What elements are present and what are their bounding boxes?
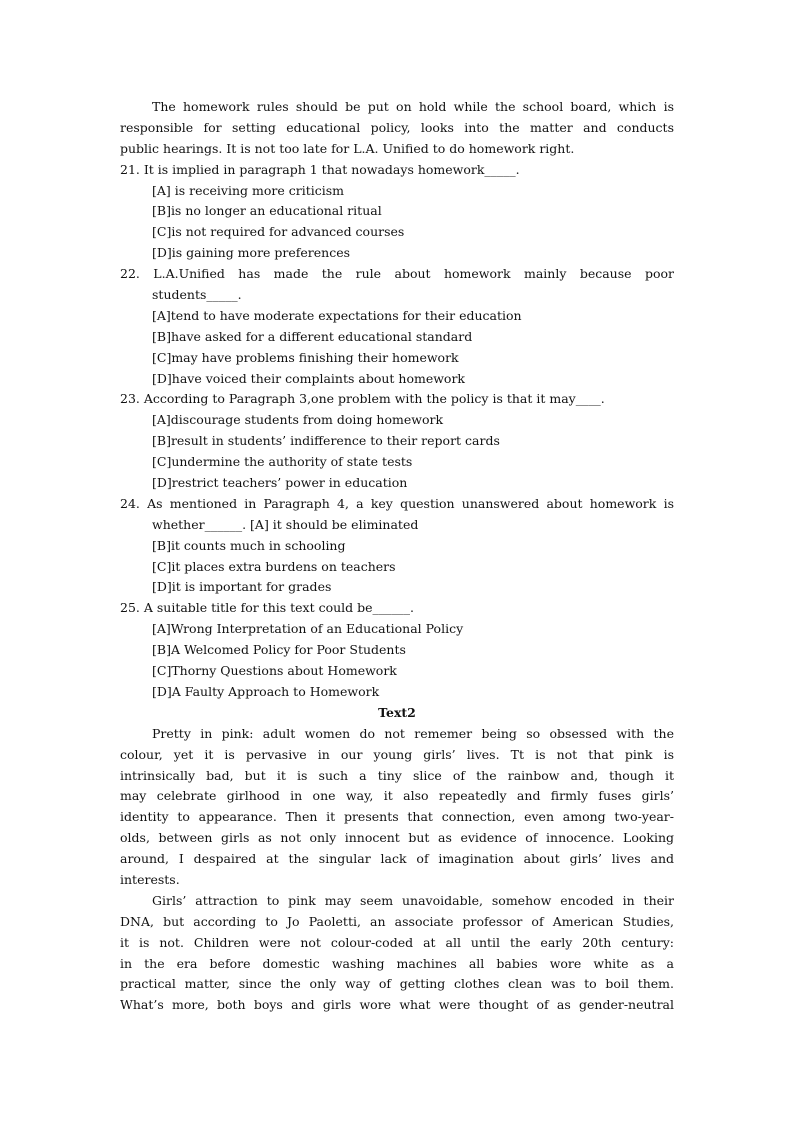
- question-stem-continued: students_____.: [152, 287, 242, 303]
- paragraph-line: colour, yet it is pervasive in our young girls’ lives. Tt is not that pink is: [120, 746, 674, 762]
- paragraph-line: Girls’ attraction to pink may seem unavoidable, somehow encoded in their: [152, 892, 674, 908]
- option-c: [C]Thorny Questions about Homework: [152, 663, 397, 679]
- option-d: [D]restrict teachers’ power in education: [152, 475, 408, 491]
- option-b: [B]result in students’ indifference to their report cards: [152, 433, 500, 449]
- question-24: [120, 494, 674, 598]
- intro-line: The homework rules should be put on hold while the school board, which is: [152, 99, 674, 114]
- question-stem-continued: whether______. [A] it should be eliminated: [152, 516, 419, 532]
- paragraph-line: identity to appearance. Then it presents that connection, even among two-year-: [120, 809, 674, 825]
- paragraph-line: DNA, but according to Jo Paoletti, an associate professor of American Studies,: [120, 913, 674, 929]
- option-a: [A]tend to have moderate expectations for their education: [152, 307, 522, 323]
- paragraph-line: Pretty in pink: adult women do not rememer being so obsessed with the: [152, 725, 674, 741]
- question-stem: 22. L.A.Unified has made the rule about homework mainly because poor: [120, 266, 674, 282]
- paragraph-line: intrinsically bad, but it is such a tiny slice of the rainbow and, though it: [120, 767, 674, 783]
- option-a: [A]Wrong Interpretation of an Educational Policy: [152, 621, 464, 637]
- question-stem: 24. As mentioned in Paragraph 4, a key question unanswered about homework is: [120, 495, 674, 511]
- question-stem: 21. It is implied in paragraph 1 that nowadays homework_____.: [120, 161, 520, 177]
- option-a: [A] is receiving more criticism: [152, 182, 344, 198]
- option-c: [C]is not required for advanced courses: [152, 224, 405, 240]
- question-21: [120, 160, 674, 264]
- option-d: [D]it is important for grades: [152, 579, 332, 595]
- text2-paragraph-2: [120, 891, 674, 1016]
- question-stem: 25. A suitable title for this text could be______.: [120, 600, 415, 616]
- option-c: [C]it places extra burdens on teachers: [152, 558, 396, 574]
- option-d: [D]A Faulty Approach to Homework: [152, 683, 380, 699]
- intro-paragraph: [120, 97, 674, 160]
- paragraph-line: in the era before domestic washing machines all babies wore white as a: [120, 955, 674, 971]
- intro-line: public hearings. It is not too late for L.A. Unified to do homework right.: [120, 140, 575, 156]
- paragraph-line: it is not. Children were not colour-coded at all until the early 20th century:: [120, 934, 674, 950]
- option-b: [B]A Welcomed Policy for Poor Students: [152, 642, 406, 658]
- paragraph-line: practical matter, since the only way of getting clothes clean was to boil them.: [120, 976, 674, 992]
- paragraph-line: may celebrate girlhood in one way, it also repeatedly and firmly fuses girls’: [120, 788, 674, 804]
- question-stem: 23. According to Paragraph 3,one problem with the policy is that it may____.: [120, 391, 605, 407]
- intro-line: responsible for setting educational policy, looks into the matter and conducts: [120, 119, 674, 135]
- option-a: [A]discourage students from doing homework: [152, 412, 444, 428]
- section-heading: Text2: [378, 704, 416, 720]
- option-c: [C]may have problems finishing their homework: [152, 349, 459, 365]
- paragraph-line: olds, between girls as not only innocent but as evidence of innocence. Looking: [120, 830, 674, 846]
- option-d: [D]is gaining more preferences: [152, 245, 351, 261]
- question-25: [120, 598, 674, 702]
- paragraph-line: What’s more, both boys and girls wore what were thought of as gender-neutral: [120, 997, 674, 1013]
- question-23: [120, 389, 674, 493]
- option-b: [B]it counts much in schooling: [152, 537, 346, 553]
- paragraph-line: around, I despaired at the singular lack of imagination about girls’ lives and: [120, 851, 674, 867]
- paragraph-line: interests.: [120, 871, 180, 887]
- option-b: [B]have asked for a different educational standard: [152, 328, 473, 344]
- option-b: [B]is no longer an educational ritual: [152, 203, 382, 219]
- question-22: [120, 264, 674, 389]
- document-body: [120, 97, 674, 1016]
- option-d: [D]have voiced their complaints about homework: [152, 370, 466, 386]
- text2-paragraph-1: [120, 724, 674, 891]
- option-c: [C]undermine the authority of state tests: [152, 454, 413, 470]
